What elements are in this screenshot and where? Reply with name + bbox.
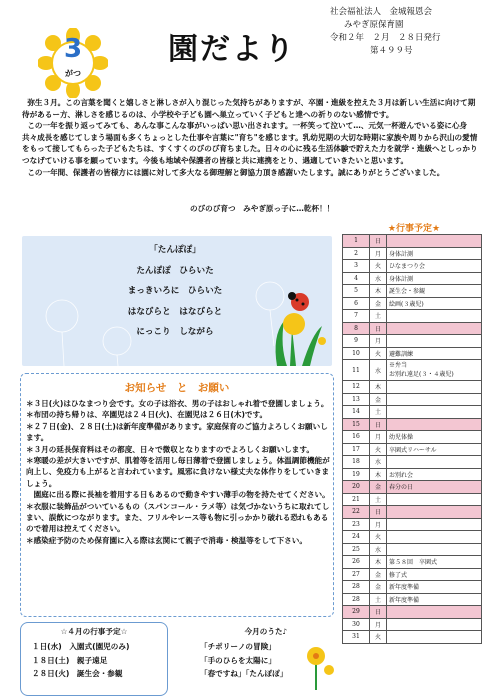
schedule-event	[387, 335, 482, 348]
schedule-day: 22	[343, 506, 370, 519]
schedule-weekday: 木	[370, 556, 387, 569]
schedule-day: 13	[343, 393, 370, 406]
schedule-day: 28	[343, 593, 370, 606]
intro-paragraph: この一年間、保護者の皆様方には園に対して多大なる御理解と御協力頂き感謝いたします。誠にありがとうございました。	[27, 167, 445, 177]
schedule-row	[343, 335, 482, 348]
schedule-weekday: 金	[370, 581, 387, 594]
schedule-row	[343, 518, 482, 531]
schedule-day: 31	[343, 631, 370, 644]
schedule-event	[387, 381, 482, 394]
schedule-weekday: 土	[370, 593, 387, 606]
schedule-event	[387, 322, 482, 335]
schedule-row	[343, 493, 482, 506]
schedule-event: 卒園式リハーサル	[387, 443, 482, 456]
schedule-day: 20	[343, 481, 370, 494]
schedule-weekday: 月	[370, 247, 387, 260]
schedule-table	[342, 234, 482, 644]
schedule-day: 12	[343, 381, 370, 394]
schedule-row	[343, 481, 482, 494]
notice-item: ＊感染症予防のため保育園に入る際は玄関にて親子で消毒・検温等をして下さい。	[26, 535, 307, 545]
schedule-weekday: 日	[370, 606, 387, 619]
schedule-row	[343, 618, 482, 631]
poem-line: 「たんぽぽ」	[149, 245, 201, 255]
schedule-weekday: 金	[370, 393, 387, 406]
schedule-row	[343, 247, 482, 260]
april-list	[32, 640, 129, 681]
schedule-event	[387, 506, 482, 519]
schedule-weekday: 木	[370, 285, 387, 298]
schedule-day: 30	[343, 618, 370, 631]
schedule-weekday: 水	[370, 543, 387, 556]
badge-label: がつ	[65, 69, 81, 78]
schedule-event	[387, 618, 482, 631]
schedule-row	[343, 581, 482, 594]
song-item: 「手のひらを太陽に」	[200, 655, 276, 665]
schedule-day: 18	[343, 456, 370, 469]
schedule-weekday: 火	[370, 347, 387, 360]
intro-paragraph: この一年を振り返ってみても、あんな事こんな事がいっぱい思い出されます。一杯笑って泣いて…、元気一杯遊んでいる姿に心身共々成長を感じてしまう場面も多くちょっとした仕事や言葉に"育ち"を感じます。乳幼児期の大切な時期に家族や周りから沢山の愛情をもって接してもらった子どもたちは、すくすくのびのび育ちました。日々の心に残る生活体験で貯えた力を就学・進級へとしっかりつなげていける事を願っています。今後も地域や保護者の皆様と共に連携をとり、遇適していきたいと思います。	[22, 121, 478, 165]
schedule-row	[343, 418, 482, 431]
schedule-weekday: 金	[370, 568, 387, 581]
schedule-weekday: 日	[370, 235, 387, 248]
schedule-row	[343, 310, 482, 323]
schedule-event	[387, 393, 482, 406]
schedule-day: 4	[343, 272, 370, 285]
schedule-row	[343, 235, 482, 248]
poem-line: にっこり しながら	[136, 327, 214, 337]
schedule-event	[387, 606, 482, 619]
schedule-weekday: 月	[370, 518, 387, 531]
schedule-event	[387, 456, 482, 469]
schedule-row	[343, 443, 482, 456]
notice-item: ＊布団の持ち帰りは、卒園児は２４日(火)、在園児は２６日(木)です。	[26, 410, 268, 420]
schedule-day: 21	[343, 493, 370, 506]
org-line: 第４９９号	[370, 46, 413, 56]
org-line: みやぎ原保育園	[344, 20, 404, 30]
schedule-title: ★行事予定★	[387, 224, 441, 234]
schedule-day: 15	[343, 418, 370, 431]
page-title: 園だより	[168, 32, 296, 67]
schedule-day: 6	[343, 297, 370, 310]
schedule-day: 16	[343, 431, 370, 444]
schedule-weekday: 火	[370, 531, 387, 544]
april-title: ☆４月の行事予定☆	[60, 627, 128, 636]
schedule-event	[387, 531, 482, 544]
schedule-event: 誕生会・参観	[387, 285, 482, 298]
intro-paragraph: 弥生３月。この言葉を聞くと嬉しさと淋しさが入り混じった気持ちがありますが、卒園・進級を控えた３月は新しい生活に向けて期待があるー方、淋しさを感じるのは、小学校や子ども園へ巣立っていく子どもと達への祈りのない感情です。	[22, 98, 476, 119]
schedule-weekday: 木	[370, 468, 387, 481]
intro-text	[22, 97, 480, 178]
schedule-day: 14	[343, 406, 370, 419]
april-item: １日(水) 入園式(園児のみ)	[32, 642, 130, 651]
schedule-event: 身体計測	[387, 272, 482, 285]
schedule-event: お別れ会	[387, 468, 482, 481]
schedule-event	[387, 235, 482, 248]
schedule-event	[387, 406, 482, 419]
poem-line: たんぽぽ ひらいた	[136, 265, 214, 276]
notice-item: 園庭に出る際に長袖を着用する日もあるので動きやすい薄手の物を持たせてください。	[26, 490, 330, 500]
schedule-event	[387, 631, 482, 644]
schedule-row	[343, 531, 482, 544]
schedule-row	[343, 360, 482, 381]
schedule-weekday: 金	[370, 297, 387, 310]
schedule-weekday: 土	[370, 406, 387, 419]
schedule-day: 24	[343, 531, 370, 544]
schedule-event: 修了式	[387, 568, 482, 581]
schedule-day: 29	[343, 606, 370, 619]
schedule-event: 幼児体操	[387, 431, 482, 444]
poem-line: まっきいろに ひらいた	[127, 286, 223, 296]
schedule-day: 10	[343, 347, 370, 360]
schedule-day: 9	[343, 335, 370, 348]
schedule-row	[343, 260, 482, 273]
schedule-day: 5	[343, 285, 370, 298]
schedule-weekday: 木	[370, 381, 387, 394]
schedule-event: ※弁当 お別れ遠足(３・４歳児)	[387, 360, 482, 381]
schedule-weekday: 日	[370, 506, 387, 519]
schedule-event	[387, 518, 482, 531]
schedule-weekday: 日	[370, 418, 387, 431]
schedule-row	[343, 593, 482, 606]
schedule-event: 春分の日	[387, 481, 482, 494]
schedule-row	[343, 543, 482, 556]
schedule-day: 17	[343, 443, 370, 456]
song-item: 「チポリーノの冒険」	[200, 642, 276, 651]
schedule-event: 避難訓練	[387, 347, 482, 360]
schedule-day: 28	[343, 581, 370, 594]
schedule-weekday: 月	[370, 618, 387, 631]
schedule-row	[343, 456, 482, 469]
schedule-day: 11	[343, 360, 370, 381]
notice-item: ＊３月の延長保育料はその都度、日々で微収となりますのでよろしくお願いします。	[26, 444, 314, 454]
flower-icon	[296, 640, 336, 690]
schedule-event	[387, 418, 482, 431]
notice-item: ＊寒暖の差が大きいですが、肌着等を活用し毎日薄着で登園しましょう。体温調節機能が向上し、免疫力も上がると言われています。風邪に負けない様丈夫な体作りをしていきましょう。	[26, 456, 330, 488]
schedule-weekday: 水	[370, 360, 387, 381]
schedule-day: 26	[343, 556, 370, 569]
schedule-event: ひなまつり会	[387, 260, 482, 273]
schedule-day: 8	[343, 322, 370, 335]
schedule-row	[343, 568, 482, 581]
intro-sign: のびのび育つ みやぎ原っ子に…乾杯！！	[190, 204, 335, 213]
schedule-day: 2	[343, 247, 370, 260]
schedule-day: 25	[343, 543, 370, 556]
schedule-row	[343, 406, 482, 419]
poem-line: はなびらと はなびらと	[127, 306, 223, 317]
schedule-weekday: 火	[370, 443, 387, 456]
schedule-event: 新年度準備	[387, 593, 482, 606]
schedule-event: 身体計測	[387, 247, 482, 260]
schedule-day: 3	[343, 260, 370, 273]
month-badge	[38, 28, 108, 98]
schedule-row	[343, 631, 482, 644]
notice-list	[26, 398, 330, 546]
songs-title: 今月のうた♪	[244, 627, 288, 636]
notice-title: お知らせ と お願い	[124, 382, 230, 394]
schedule-day: 19	[343, 468, 370, 481]
schedule-event: 第５８回 卒園式	[387, 556, 482, 569]
org-line: 社会福祉法人 金城報恩会	[330, 7, 433, 17]
schedule-day: 27	[343, 568, 370, 581]
schedule-day: 1	[343, 235, 370, 248]
schedule-event	[387, 543, 482, 556]
schedule-weekday: 水	[370, 272, 387, 285]
schedule-row	[343, 556, 482, 569]
schedule-day: 23	[343, 518, 370, 531]
schedule-row	[343, 506, 482, 519]
schedule-row	[343, 322, 482, 335]
schedule-weekday: 月	[370, 431, 387, 444]
schedule-day: 7	[343, 310, 370, 323]
org-info	[330, 6, 480, 58]
notice-item: ＊２７日(金)、２８日(土)は新年度準備があります。家庭保育のご協力よろしくお願いします。	[26, 421, 328, 443]
schedule-row	[343, 272, 482, 285]
poem	[110, 240, 240, 343]
schedule-event	[387, 310, 482, 323]
songs-list	[200, 640, 287, 681]
schedule-weekday: 火	[370, 260, 387, 273]
schedule-weekday: 水	[370, 456, 387, 469]
schedule-row	[343, 393, 482, 406]
badge-number: 3	[63, 34, 83, 64]
schedule-event: 絵画(３歳児)	[387, 297, 482, 310]
schedule-weekday: 土	[370, 493, 387, 506]
schedule-event	[387, 493, 482, 506]
schedule-row	[343, 347, 482, 360]
april-item: １８日(土) 親子遠足	[32, 655, 108, 665]
schedule-weekday: 日	[370, 322, 387, 335]
song-item: 「春ですね」「たんぽぽ」	[200, 669, 288, 678]
schedule-row	[343, 606, 482, 619]
schedule-weekday: 月	[370, 335, 387, 348]
schedule-weekday: 金	[370, 481, 387, 494]
notice-item: ＊衣服に装飾品がついているもの（スパンコール・ラメ等）は気づかないうちに取れてしまい、誤飲につながります。また、フリルやレース等も物に引っかかり破れる恐れもあるので着用は控えてください。	[26, 501, 330, 534]
schedule-row	[343, 297, 482, 310]
schedule-row	[343, 431, 482, 444]
schedule-row	[343, 468, 482, 481]
schedule-event: 新年度準備	[387, 581, 482, 594]
schedule-weekday: 土	[370, 310, 387, 323]
notice-item: ＊３日(火)はひなまつり会です。女の子は浴衣、男の子はおしゃれ着で登園しましょう。	[26, 399, 329, 408]
schedule-row	[343, 285, 482, 298]
schedule-row	[343, 381, 482, 394]
schedule-weekday: 火	[370, 631, 387, 644]
org-line: 令和２年 ２月 ２８日発行	[330, 33, 441, 43]
april-item: ２８日(火) 誕生会・参観	[32, 669, 123, 678]
